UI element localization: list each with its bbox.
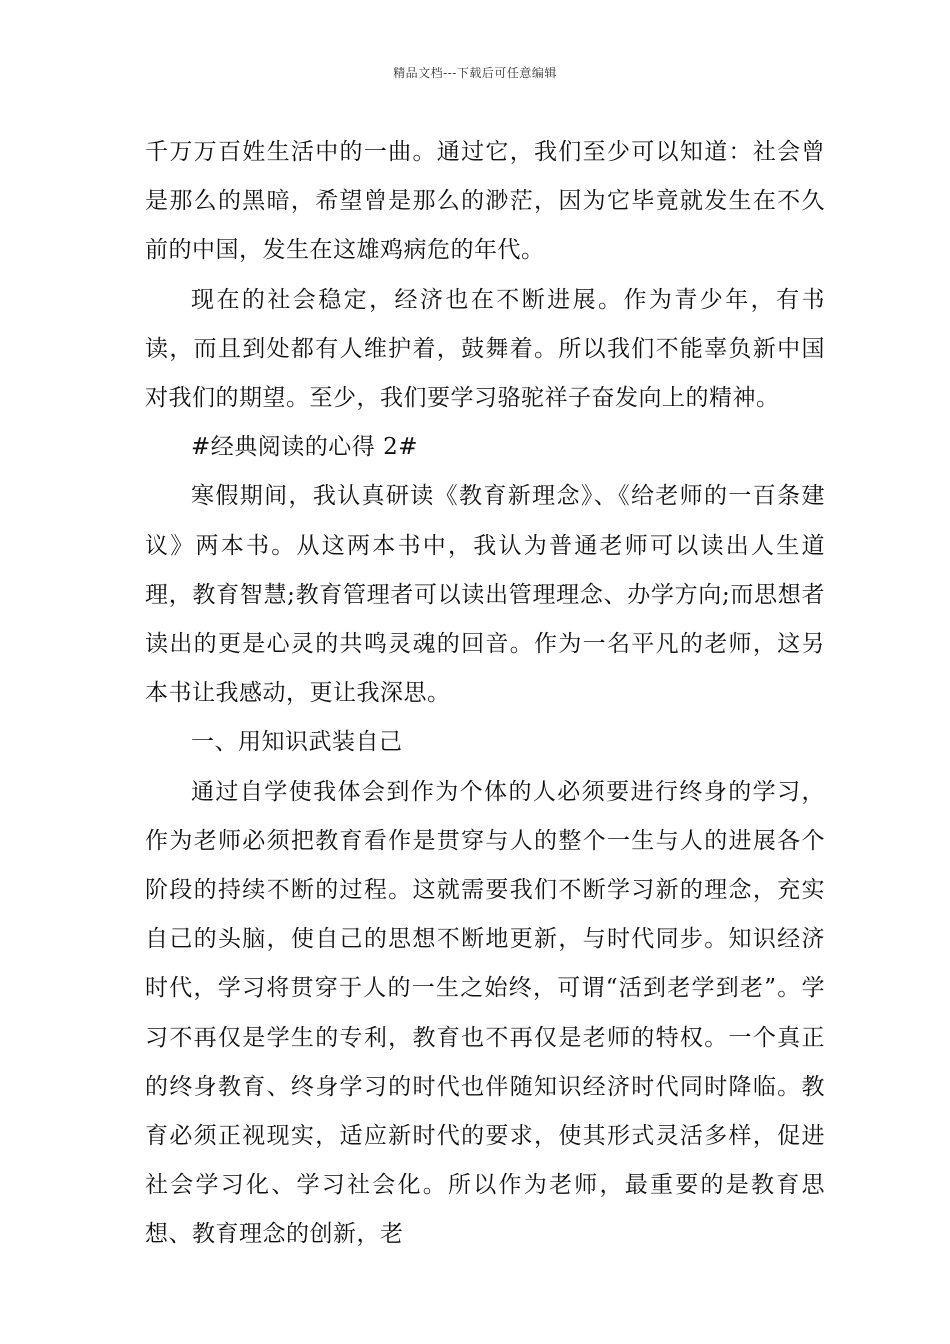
- paragraph: 通过自学使我体会到作为个体的人必须要进行终身的学习，作为老师必须把教育看作是贯穿与人的整个一生与人的进展各个阶段的持续不断的过程。这就需要我们不断学习新的理念，充实自己的头脑，使自己的思想不断地更新，与时代同步。知识经济时代，学习将贯穿于人的一生之始终，可谓“活到老学到老”。学习不再仅是学生的专利，教育也不再仅是老师的特权。一个真正的终身教育、终身学习的时代也伴随知识经济时代同时降临。教育必须正视现实，适应新时代的要求，使其形式灵活多样，促进社会学习化、学习社会化。所以作为老师，最重要的是教育思想、教育理念的创新，老: [145, 778, 825, 1248]
- subsection-heading: 一、用知识武装自己: [191, 729, 403, 756]
- paragraph: 现在的社会稳定，经济也在不断进展。作为青少年，有书读，而且到处都有人维护着，鼓舞着。所以我们不能辜负新中国对我们的期望。至少，我们要学习骆驼祥子奋发向上的精神。: [145, 286, 825, 412]
- section-heading: #经典阅读的心得 2#: [191, 434, 418, 461]
- paragraph-continuation: 千万万百姓生活中的一曲。通过它，我们至少可以知道：社会曾是那么的黑暗，希望曾是那么的渺茫，因为它毕竟就发生在不久前的中国，发生在这雄鸡病危的年代。: [145, 139, 825, 264]
- paragraph: 寒假期间，我认真研读《教育新理念》、《给老师的一百条建议》两本书。从这两本书中，我认为普通老师可以读出人生道理，教育智慧;教育管理者可以读出管理理念、办学方向;而思想者读出的更是心灵的共鸣灵魂的回音。作为一名平凡的老师，这另本书让我感动，更让我深思。: [145, 483, 825, 707]
- document-body: [145, 128, 825, 1260]
- page-header: 精品文档---下载后可任意编辑: [393, 66, 557, 80]
